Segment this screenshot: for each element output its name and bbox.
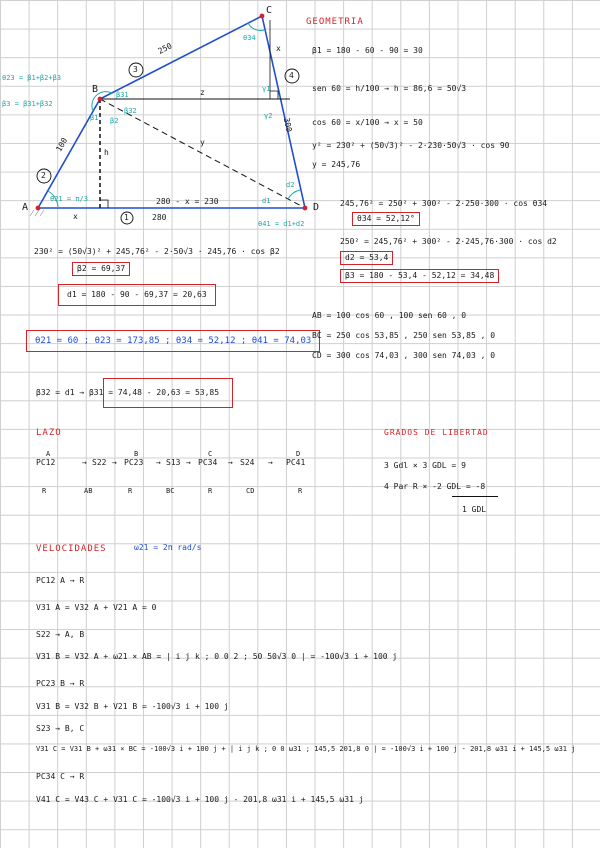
result-b2: β2 = 69,37 (72, 262, 130, 276)
chain-arrow: → (112, 458, 117, 467)
chain-below-7: R (298, 487, 303, 495)
dim-x-right: x (276, 44, 281, 53)
geo-line-2: sen 60 = h/100 → h = 86,6 = 50√3 (312, 84, 467, 93)
point-d-label: D (313, 202, 320, 213)
chain-arrow: → (82, 458, 87, 467)
result-b3: β3 = 180 - 53,4 - 52,12 = 34,48 (340, 269, 499, 283)
grados-line-1: 3 Gdl × 3 GDL = 9 (384, 461, 466, 470)
link-3-label: 3 (133, 65, 138, 74)
chain-sup-d: D (296, 450, 301, 458)
chain-arrow: → (228, 458, 233, 467)
right-angle-mark (100, 200, 108, 208)
dim-split: 280 - x = 230 (156, 197, 219, 206)
dim-z: z (200, 88, 205, 97)
link-1-label: 1 (124, 213, 129, 222)
velocidades-title: VELOCIDADES (36, 544, 107, 554)
angle-summary: θ21 = 60 ; θ23 = 173,85 ; θ34 = 52,12 ; θ41 = 74,03 (26, 330, 320, 352)
geometry-title: GEOMETRIA (306, 17, 364, 27)
dim-ab: 100 (54, 136, 70, 154)
cyan-note-1: θ23 = β1+β2+β3 (2, 74, 62, 82)
chain-s13: S13 (166, 458, 181, 467)
grados-line-3: 1 GDL (462, 505, 487, 514)
angle-arc-d (288, 190, 300, 199)
link-3 (100, 16, 262, 99)
lazo-title: LAZO (36, 428, 62, 438)
point-c-label: C (266, 5, 273, 16)
result-d1: d1 = 180 - 90 - 69,37 = 20,63 (58, 284, 216, 306)
chain-s22: S22 (92, 458, 107, 467)
angle-label-g1: γ1 (262, 85, 271, 93)
vel-line-9: PC34 C → R (36, 772, 85, 781)
dim-x: x (73, 212, 78, 221)
result-d2: d2 = 53,4 (340, 251, 393, 265)
vel-line-10: V41 C = V43 C + V31 C = -100√3 i + 100 j - 201,8 ω31 i + 145,5 ω31 j (36, 795, 364, 804)
vector-ab: AB = 100 cos 60 , 100 sen 60 , 0 (312, 311, 467, 320)
joint-a (36, 206, 41, 211)
joint-d (303, 206, 308, 211)
chain-below-5: R (208, 487, 213, 495)
point-a-label: A (22, 202, 29, 213)
geo-line-3: cos 60 = x/100 → x = 50 (312, 118, 423, 127)
vel-line-6: V31 B = V32 B + V21 B = -100√3 i + 100 j (36, 702, 229, 711)
geo-line-11: 230² = (50√3)² + 245,76² - 2·50√3 · 245,76 · cos β2 (34, 247, 280, 256)
omega-value: ω21 = 2π rad/s (134, 543, 202, 552)
chain-arrow: → (186, 458, 191, 467)
chain-pc23: PC23 (124, 458, 144, 467)
vel-line-3: S22 → A, B (36, 630, 85, 639)
grados-line-2: 4 Par R × -2 GDL = -8 (384, 482, 486, 491)
angle-label-beta2: β2 (110, 117, 119, 125)
angle-label-g2: γ2 (264, 112, 273, 120)
geo-line-6: 245,76² = 250² + 300² - 2·250·300 · cos θ34 (340, 199, 548, 208)
joint-c (260, 14, 265, 19)
dim-y: y (200, 138, 205, 147)
angle-label-beta1: β1 (90, 114, 99, 122)
ground-hatch (30, 210, 44, 216)
right-angle-mark-2 (270, 91, 278, 99)
angle-label-th34: θ34 (243, 34, 256, 42)
cyan-note-2: β3 = β31+β32 (2, 100, 53, 108)
link-4-label: 4 (289, 71, 294, 80)
chain-pc12: PC12 (36, 458, 56, 467)
geo-line-1: β1 = 180 - 60 - 90 = 30 (312, 46, 423, 55)
dim-ad: 280 (152, 213, 167, 222)
chain-sup-b: B (134, 450, 139, 458)
chain-pc34: PC34 (198, 458, 218, 467)
chain-below-2: AB (84, 487, 93, 495)
chain-sup-c: C (208, 450, 213, 458)
vel-line-8: V31 C = V31 B + ω31 × BC = -100√3 i + 100 j + | i j k ; 0 0 ω31 ; 145,5 201,8 0 | = -100√3 i + 100 j - 201,8 ω31 i + 145,5 ω31 j (36, 745, 576, 753)
vector-cd: CD = 300 cos 74,03 , 300 sen 74,03 , 0 (312, 351, 496, 360)
chain-sup-a: A (46, 450, 51, 458)
angle-label-d1: d1 (262, 197, 271, 205)
geo-line-8: 250² = 245,76² + 300² - 2·245,76·300 · cos d2 (340, 237, 557, 246)
vel-line-1: PC12 A → R (36, 576, 85, 585)
angle-label-a: θ21 = π/3 (50, 195, 88, 203)
joint-b (98, 97, 103, 102)
cyan-note-3: β31 (116, 91, 129, 99)
angle-arc-c (248, 23, 264, 30)
dim-bc: 250 (156, 41, 174, 56)
b31-box (103, 378, 233, 408)
angle-label-th41: θ41 = d1+d2 (258, 220, 305, 228)
grados-title: GRADOS DE LIBERTAD (384, 428, 489, 437)
vel-line-2: V31 A = V32 A + V21 A = 0 (36, 603, 157, 612)
chain-below-4: BC (166, 487, 175, 495)
vel-line-4: V31 B = V32 A + ω21 × AB = | i j k ; 0 0 2 ; 50 50√3 0 | = -100√3 i + 100 j (36, 652, 398, 661)
link-2-label: 2 (41, 171, 46, 180)
vel-line-5: PC23 B → R (36, 679, 85, 688)
chain-pc41: PC41 (286, 458, 306, 467)
chain-s24: S24 (240, 458, 255, 467)
chain-arrow: → (268, 458, 273, 467)
result-th34: θ34 = 52,12° (352, 212, 420, 226)
chain-arrow: → (156, 458, 161, 467)
chain-below-6: CD (246, 487, 255, 495)
dim-h: h (104, 148, 109, 157)
angle-label-d2: d2 (286, 181, 295, 189)
vel-line-7: S23 → B, C (36, 724, 85, 733)
grados-rule (452, 496, 498, 497)
vector-bc: BC = 250 cos 53,85 , 250 sen 53,85 , 0 (312, 331, 496, 340)
dim-cd: 300 (281, 116, 294, 133)
chain-below-3: R (128, 487, 133, 495)
b32-line: β32 = d1 → β31 = 74,48 - 20,63 = 53,85 (36, 388, 220, 397)
chain-below-1: R (42, 487, 47, 495)
geo-line-4: y² = 230² + (50√3)² - 2·230·50√3 · cos 90 (312, 141, 510, 150)
geo-line-5: y = 245,76 (312, 160, 361, 169)
cyan-note-4: β32 (124, 107, 137, 115)
point-b-label: B (92, 84, 99, 95)
